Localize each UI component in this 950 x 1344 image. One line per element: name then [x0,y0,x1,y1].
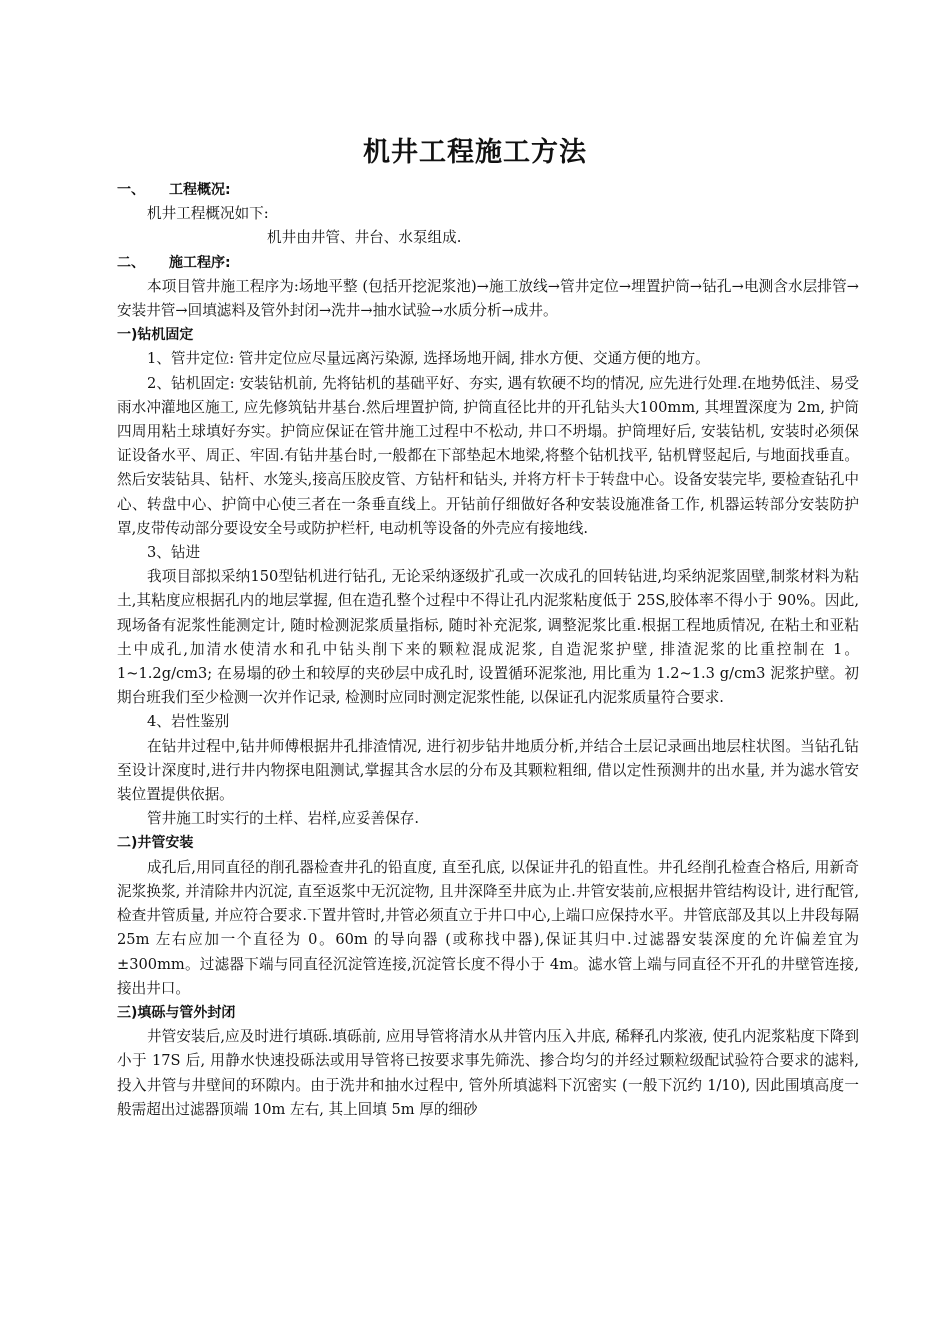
section-heading-overview [117,178,859,202]
section-title: 工程概况: [169,182,231,198]
paragraph: 本项目管井施工程序为:场地平整 (包括开挖泥浆池)→施工放线→管井定位→埋置护筒→钻孔→电测含水层排管→安装井管→回填滤料及管外封闭→洗井→抽水试验→水质分析→成井。 [117,277,859,320]
paragraph: 2、钻机固定: 安装钻机前, 先将钻机的基础平好、夯实, 遇有软硬不均的情况, 应先进行处理.在地势低洼、易受雨水冲灌地区施工, 应先修筑钻井基台.然后埋置护筒, 护筒直径比井的开孔钻头大100mm, 其埋置深度为 2m, 护筒四周用粘土球填好夯实。护筒应保证在管井施工过程中不松动, 井口不坍塌。护筒埋好后, 安装钻机, 安装时必须保证设备水平、周正、牢固.有钻井基台时,一般都在下部垫起木地梁,将整个钻机找平, 钻机臂竖起后, 与地面找垂直。然后安装钻具、钻杆、水笼头,接高压胶皮管、方钻杆和钻头, 并将方杆卡于转盘中心。设备安装完毕, 要检查钻孔中心、转盘中心、护筒中心使三者在一条垂直线上。开钻前仔细做好各种安装设施准备工作, 机器运转部分安装防护罩,皮带传动部分要设安全号或防护栏杆, 电动机等设备的外壳应有接地线. [117,374,859,537]
section-number: 二、 [117,254,145,271]
subsection-heading-drill-fixing: 一)钻机固定 [117,327,194,344]
paragraph: 成孔后,用同直径的削孔器检查井孔的铅直度, 直至孔底, 以保证井孔的铅直性。井孔经削孔检查合格后, 用新奇泥浆换浆, 并清除井内沉淀, 直至返浆中无沉淀物, 且井深降至井底为止.井管安装前,应根据井管结构设计, 进行配管,检查井管质量, 并应符合要求.下置井管时,井管必须直立于井口中心,上端口应保持水平。井管底部及其以上井段每隔 25m 左右应加一个直径为 0。60m 的导向器 (或称找中器),保证其归中.过滤器安装深度的允许偏差宜为 ±300mm。过滤器下端与同直径沉淀管连接,沉淀管长度不得小于 4m。滤水管上端与同直径不开孔的井壁管连接, 接出井口。 [117,858,859,997]
paragraph: 管井施工时实行的土样、岩样,应妥善保存. [147,810,419,828]
subsection-heading-gravel-fill: 三)填砾与管外封闭 [117,1004,236,1021]
section-number: 一、 [117,182,145,198]
paragraph: 在钻井过程中,钻井师傅根据井孔排渣情况, 进行初步钻井地质分析,并结合土层记录画出地层柱状图。当钻孔钻至设计深度时,进行井内物探电阻测试,掌握其含水层的分布及其颗粒粗细, 借以定性预测井的出水量, 并为滤水管安装位置提供依据。 [117,737,859,804]
paragraph: 4、岩性鉴别 [147,713,230,731]
document-title: 机井工程施工方法 [363,137,587,168]
paragraph: 机井由井管、井台、水泵组成. [267,229,462,247]
paragraph: 3、钻进 [147,544,201,562]
section-heading-procedure [117,251,859,275]
paragraph: 井管安装后,应及时进行填砾.填砾前, 应用导管将清水从井管内压入井底, 稀释孔内浆液, 使孔内泥浆粘度下降到小于 17S 后, 用静水快速投砾法或用导管将已按要求事先筛洗、掺合均匀的并经过颗粒级配试验符合要求的滤料, 投入井管与井壁间的环隙内。由于洗井和抽水过程中, 管外所填滤料下沉密实 (一般下沉约 1/10), 因此围填高度一般需超出过滤器顶端 10m 左右, 其上回填 5m 厚的细砂 [117,1028,859,1118]
paragraph: 我项目部拟采纳150型钻机进行钻孔, 无论采纳逐级扩孔或一次成孔的回转钻进,均采纳泥浆固壁,制浆材料为粘土,其粘度应根据孔内的地层掌握, 但在造孔整个过程中不得让孔内泥浆粘度低于 25S,胶体率不得小于 90%。因此, 现场备有泥浆性能测定计, 随时检测泥浆质量指标, 随时补充泥浆, 调整泥浆比重.根据工程地质情况, 在粘土和亚粘土中成孔,加清水使清水和孔中钻头削下来的颗粒混成泥浆, 自造泥浆护壁, 排渣泥浆的比重控制在 1。1~1.2g/cm3; 在易塌的砂土和较厚的夹砂层中成孔时, 设置循环泥浆池, 用比重为 1.2~1.3 g/cm3 泥浆护壁。初期台班我们至少检测一次并作记录, 检测时应同时测定泥浆性能, 以保证孔内泥浆质量符合要求. [117,568,859,707]
paragraph: 1、管井定位: 管井定位应尽量远离污染源, 选择场地开阔, 排水方便、交通方便的地方。 [147,350,710,368]
paragraph: 机井工程概况如下: [147,205,269,223]
section-title: 施工程序: [169,254,231,271]
subsection-heading-pipe-install: 二)井管安装 [117,835,194,852]
document-body [117,178,859,1122]
